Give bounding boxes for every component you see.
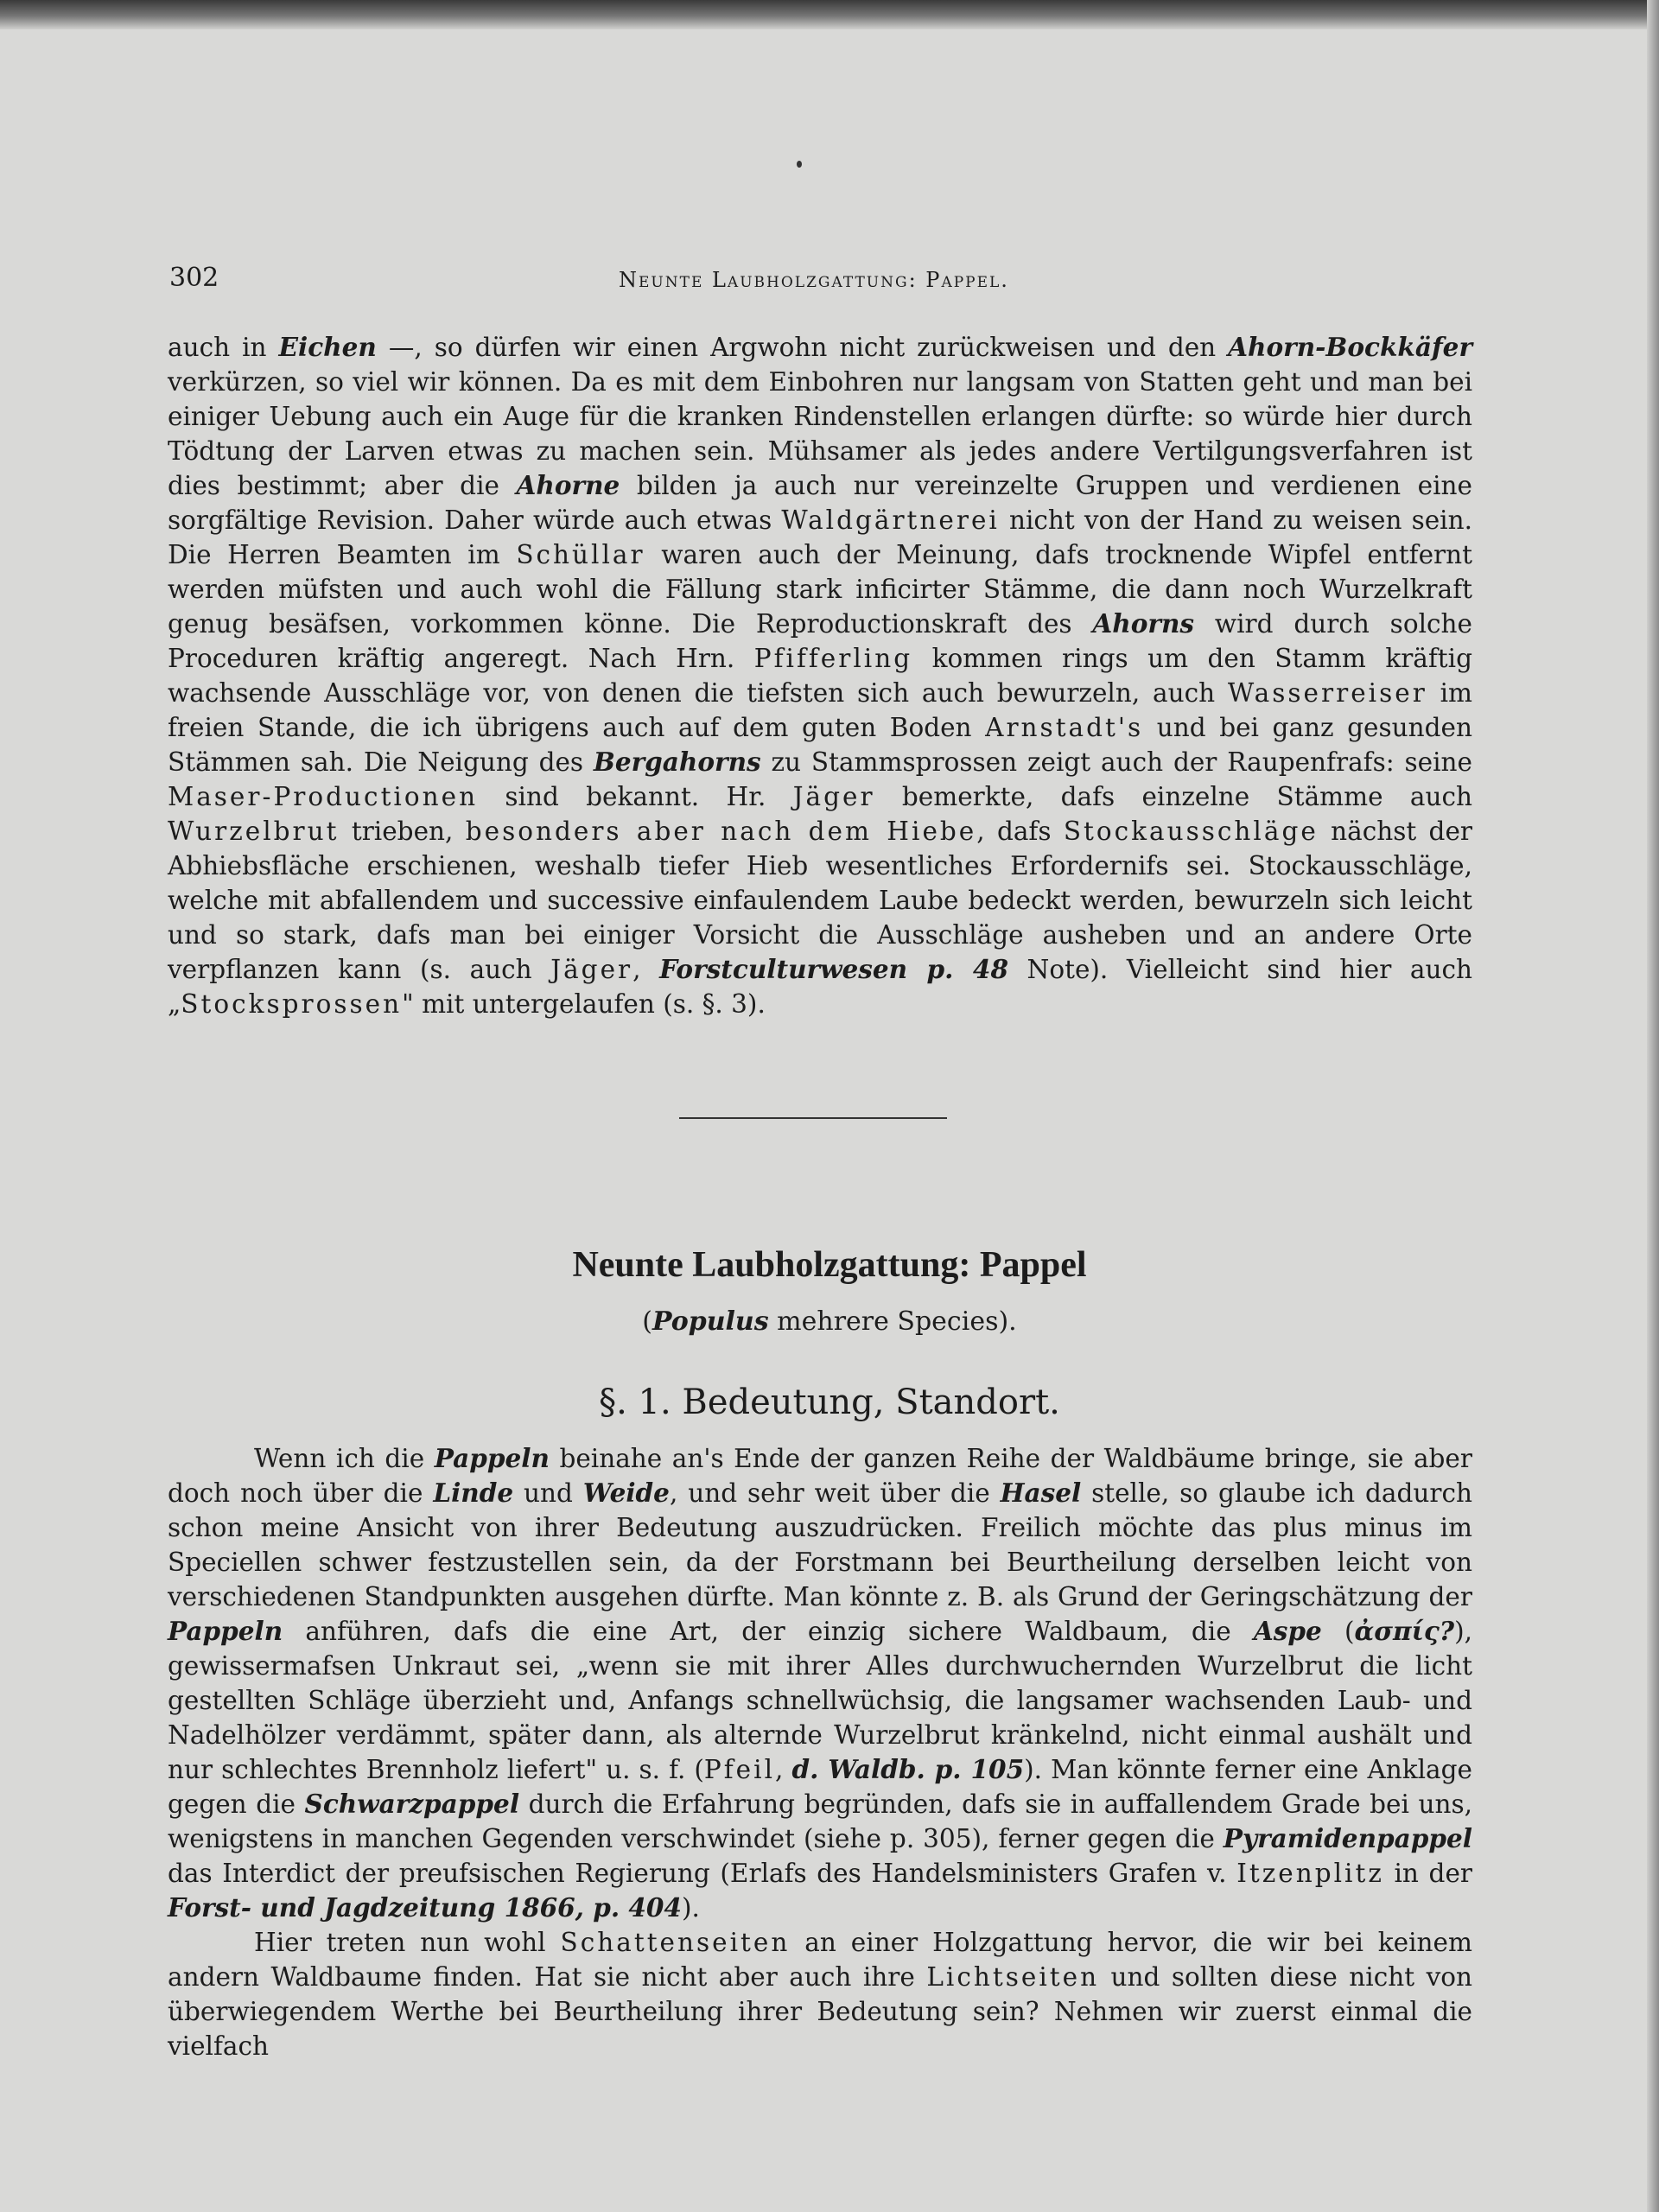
page-number: 302	[169, 263, 219, 293]
paragraph-continuation: auch in Eichen —, so dürfen wir einen Argwohn nicht zurückweisen und den Ahorn-Bockkäfer verkürzen, so viel wir können. Da es mit dem Einbohren nur langsam von Statten geht und man bei einiger Uebung auch ein Auge für die kranken Rindenstellen erlangen dürfte: so würde hier durch Tödtung der Larven etwas zu machen sein. Mühsamer als jedes andere Vertilgungsverfahren ist dies bestimmt; aber die Ahorne bilden ja auch nur vereinzelte Gruppen und verdienen eine sorgfältige Revision. Daher würde auch etwas Waldgärtnerei nicht von der Hand zu weisen sein. Die Herren Beamten im Schüllar waren auch der Meinung, dafs trocknende Wipfel entfernt werden müfsten und auch wohl die Fällung stark inficirter Stämme, die dann noch Wurzelkraft genug besäfsen, vorkommen könne. Die Reproductionskraft des Ahorns wird durch solche Proceduren kräftig angeregt. Nach Hrn. Pfifferling kommen rings um den Stamm kräftig wachsende Ausschläge vor, von denen die tiefsten sich auch bewurzeln, auch Wasserreiser im freien Stande, die ich übrigens auch auf dem guten Boden Arnstadt's und bei ganz gesunden Stämmen sah. Die Neigung des Bergahorns zu Stammsprossen zeigt auch der Raupenfrafs: seine Maser-Productionen sind bekannt. Hr. Jäger bemerkte, dafs einzelne Stämme auch Wurzelbrut trieben, besonders aber nach dem Hiebe, dafs Stockausschläge nächst der Abhiebsfläche erschienen, weshalb tiefer Hieb wesentliches Erfordernifs sei. Stockausschläge, welche mit abfallendem und successive einfaulendem Laube bedeckt werden, bewurzeln sich leicht und so stark, dafs man bei einiger Vorsicht die Ausschläge ausheben und an andere Orte verpflanzen kann (s. auch Jäger, Forstculturwesen p. 48 Note). Vielleicht sind hier auch „Stocksprossen" mit untergelaufen (s. §. 3).	[168, 332, 1472, 1019]
text-block-continuation	[168, 330, 1472, 1021]
section-heading: §. 1. Bedeutung, Standort.	[599, 1382, 1060, 1422]
section-divider	[679, 1117, 947, 1119]
chapter-title: Neunte Laubholzgattung: Pappel	[572, 1245, 1087, 1285]
ink-speck	[797, 161, 802, 168]
paragraph-section-1-first: Wenn ich die Pappeln beinahe an's Ende der ganzen Reihe der Waldbäume bringe, sie aber doch noch über die Linde und Weide, und sehr weit über die Hasel stelle, so glaube ich dadurch schon meine Ansicht von ihrer Bedeutung auszudrücken. Freilich möchte das plus minus im Speciellen schwer festzustellen sein, da der Forstmann bei Beurtheilung derselben leicht von verschiedenen Standpunkten ausgehen dürfte. Man könnte z. B. als Grund der Geringschätzung der Pappeln anführen, dafs die eine Art, der einzig sichere Waldbaum, die Aspe (ἀσπίς?), gewissermafsen Unkraut sei, „wenn sie mit ihrer Alles durchwuchernden Wurzelbrut die licht gestellten Schläge überzieht und, Anfangs schnellwüchsig, die langsamer wachsenden Laub- und Nadelhölzer verdämmt, später dann, als alternde Wurzelbrut kränkelnd, nicht einmal aushält und nur schlechtes Brennholz liefert" u. s. f. (Pfeil, d. Waldb. p. 105). Man könnte ferner eine Anklage gegen die Schwarzpappel durch die Erfahrung begründen, dafs sie in auffallendem Grade bei uns, wenigstens in manchen Gegenden verschwindet (siehe p. 305), ferner gegen die Pyramidenpappel das Interdict der preufsischen Regierung (Erlafs des Handelsministers Grafen v. Itzenplitz in der Forst- und Jagdzeitung 1866, p. 404).	[168, 1443, 1473, 1923]
text-block-section-1	[168, 1441, 1472, 2063]
running-head	[169, 263, 1483, 297]
running-title: Neunte Laubholzgattung: Pappel.	[619, 268, 1009, 292]
chapter-subtitle: (Populus mehrere Species).	[642, 1306, 1017, 1337]
paragraph-section-1-second: Hier treten nun wohl Schattenseiten an einer Holzgattung hervor, die wir bei keinem andern Waldbaume finden. Hat sie nicht aber auch ihre Lichtseiten und sollten diese nicht von überwiegendem Werthe bei Beurtheilung ihrer Bedeutung sein? Nehmen wir zuerst einmal die vielfach	[168, 1928, 1472, 2061]
